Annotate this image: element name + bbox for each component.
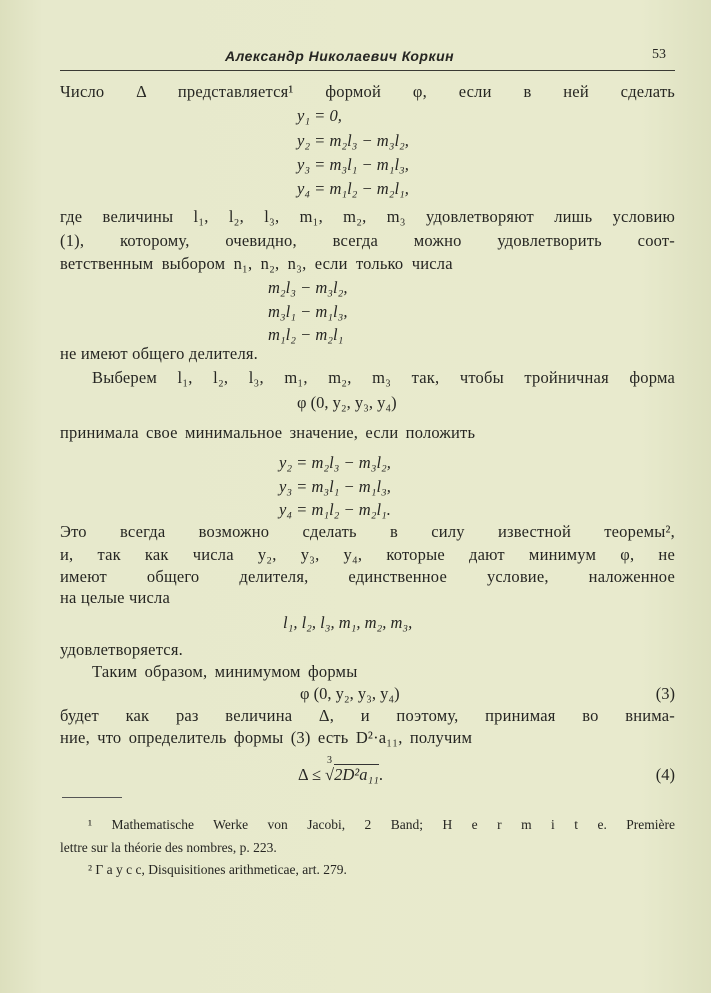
eq4-lhs: Δ ≤ — [298, 765, 326, 784]
equation-line: φ (0, y₂, y₃, y₄) — [297, 393, 397, 412]
eq4-radicand: 2D²a₁₁ — [334, 765, 379, 784]
paragraph-line: удовлетворяется. — [60, 640, 183, 659]
eq4-root — [325, 755, 379, 784]
paragraph-line: Это всегда возможно сделать в силу известной теоремы², — [60, 522, 675, 541]
equation-line: l₁, l₂, l₃, m₁, m₂, m₃, — [283, 613, 413, 632]
paragraph-line: ние, что определитель формы (3) есть D²·a₁₁, получим — [60, 728, 473, 747]
equation-4 — [298, 755, 384, 785]
equation-line: y₁ = 0, — [297, 106, 342, 125]
equation-line: y₂ = m₂l₃ − m₃l₂, — [279, 453, 391, 472]
equation-line: y₄ = m₁l₂ − m₂l₁. — [279, 500, 391, 519]
paragraph-line: Таким образом, минимумом формы — [92, 662, 358, 681]
page-number: 53 — [652, 47, 666, 62]
equation-number-4: (4) — [655, 765, 675, 784]
equation-line: y₃ = m₃l₁ − m₁l₃, — [279, 477, 391, 496]
equation-line: m₂l₃ − m₃l₂, — [268, 278, 348, 297]
header-rule — [60, 70, 675, 71]
paragraph-line: имеют общего делителя, единственное условие, наложенное — [60, 567, 675, 586]
running-title: Александр Николаевич Коркин — [225, 48, 455, 64]
footnote-1: ¹ Mathematische Werke von Jacobi, 2 Band; H e r m i t e. Première — [88, 817, 675, 832]
paragraph-line: принимала свое минимальное значение, если положить — [60, 423, 476, 442]
paragraph-line: не имеют общего делителя. — [60, 344, 258, 363]
paragraph-line: (1), которому, очевидно, всегда можно удовлетворить соот- — [60, 231, 675, 250]
equation-line: y₃ = m₃l₁ − m₁l₃, — [297, 155, 409, 174]
eq4-root-index: 3 — [327, 755, 333, 766]
paragraph-line: и, так как числа y₂, y₃, y₄, которые дают минимум φ, не — [60, 545, 675, 564]
paragraph-line: на целые числа — [60, 588, 171, 607]
equation-line: m₃l₁ − m₁l₃, — [268, 302, 348, 321]
paragraph-line: ветственным выбором n₁, n₂, n₃, если только числа — [60, 254, 453, 273]
footnote-2: ² Г а у с с, Disquisitiones arithmeticae, art. 279. — [88, 862, 347, 877]
eq4-end: . — [378, 765, 384, 784]
radical-icon: √ — [325, 765, 335, 784]
equation-number-3: (3) — [655, 684, 675, 703]
equation-3: φ (0, y₂, y₃, y₄) — [300, 684, 400, 703]
footnote-rule — [62, 797, 122, 798]
equation-line: y₄ = m₁l₂ − m₂l₁, — [297, 179, 409, 198]
paragraph-line: где величины l₁, l₂, l₃, m₁, m₂, m₃ удовлетворяют лишь условию — [60, 207, 675, 226]
equation-line: m₁l₂ − m₂l₁ — [268, 325, 344, 344]
paragraph-line: будет как раз величина Δ, и поэтому, принимая во внима- — [60, 706, 675, 725]
footnote-1-cont: lettre sur la théorie des nombres, p. 223. — [60, 840, 277, 855]
paragraph-line: Выберем l₁, l₂, l₃, m₁, m₂, m₃ так, чтобы тройничная форма — [92, 368, 675, 387]
paragraph-line: Число Δ представляется¹ формой φ, если в ней сделать — [60, 82, 675, 101]
equation-line: y₂ = m₂l₃ − m₃l₂, — [297, 131, 409, 150]
